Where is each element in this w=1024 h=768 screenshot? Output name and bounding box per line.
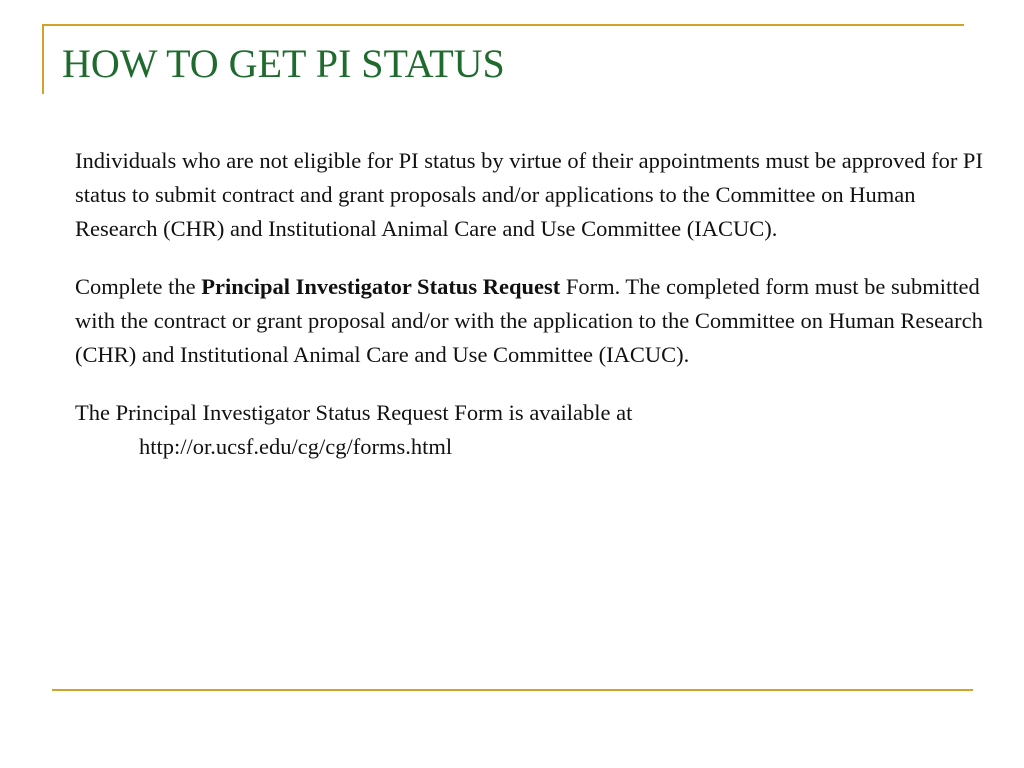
accent-line-bottom <box>52 689 973 691</box>
paragraph-prefix: Complete the <box>75 274 202 299</box>
form-name-bold: Principal Investigator Status Request <box>201 274 561 299</box>
accent-line-top <box>42 24 964 26</box>
slide-title: HOW TO GET PI STATUS <box>62 41 505 86</box>
paragraph-availability <box>75 396 995 464</box>
form-url-link[interactable]: http://or.ucsf.edu/cg/cg/forms.html <box>139 434 453 459</box>
paragraph-complete-form <box>75 270 995 372</box>
paragraph-eligibility: Individuals who are not eligible for PI status by virtue of their appointments must be approved for PI status to submit contract and grant proposals and/or applications to the Committee on Human Research (CHR) and Institutional Animal Care and Use Committee (IACUC). <box>75 148 983 241</box>
availability-text: The Principal Investigator Status Request Form is available at <box>75 400 633 425</box>
slide-body <box>75 144 995 464</box>
paragraph-suffix: Form. The completed form must be submitted with the contract or grant proposal and/or with the application to the Committee on Human Research (CHR) and Institutional Animal Care and Use Committee (IACUC). <box>75 274 983 367</box>
accent-line-left <box>42 24 44 94</box>
